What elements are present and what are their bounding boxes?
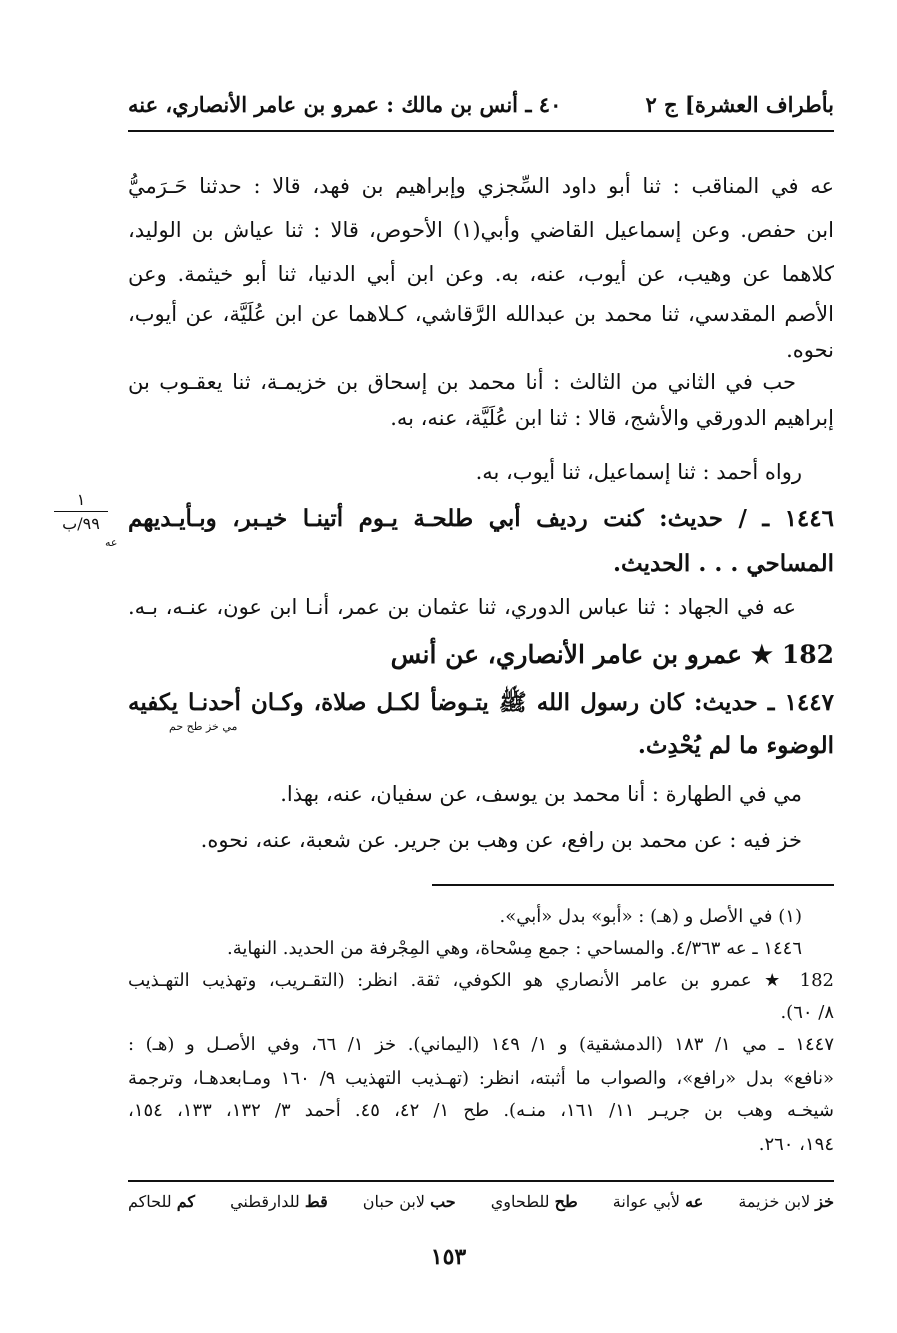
manuscript-folio-ref [48, 490, 114, 533]
abbreviation-legend [128, 1192, 834, 1211]
legend-name: للحاكم [128, 1192, 172, 1211]
footnote-line-1: (١) في الأصل و (هـ) : «أبو» بدل «أبي». [499, 906, 802, 927]
legend-abbr: قط [304, 1192, 328, 1211]
legend-item [491, 1192, 578, 1211]
text-line-4: الأصم المقدسي، ثنا محمد بن عبدالله الرَّقاشي، كـلاهما عن ابن عُلَيَّة، عن أيوب، [128, 302, 834, 326]
legend-abbr: طح [554, 1192, 578, 1211]
text-line-13: ١٤٤٧ ـ حديث: كان رسول الله ﷺ يتـوضأ لكـل صلاة، وكـان أحدنـا يكفيه [128, 689, 834, 716]
text-line-1: عه في المناقب : ثنا أبو داود السِّجزي وإبراهيم بن فهد، قالا : حدثنا حَـرَميُّ [128, 174, 834, 198]
text-line-10: المساحي . . . الحديث. [613, 550, 834, 577]
text-line-16: خز فيه : عن محمد بن رافع، عن وهب بن جرير. عن شعبة، عنه، نحوه. [200, 828, 802, 852]
footnote-line-3: 182 ★ عمرو بن عامر الأنصاري هو الكوفي، ثقة. انظر: (التقـريب، وتهذيب التهـذيب [128, 970, 834, 991]
legend-abbr: خز [815, 1192, 834, 1211]
text-line-2: ابن حفص. وعن إسماعيل القاضي وأبي(١) الأحوص، قالا : ثنا عياش بن الوليد، [128, 218, 834, 242]
legend-item [738, 1192, 834, 1211]
legend-item [128, 1192, 195, 1211]
footnote-line-7: شيخـه وهب بن جريـر ١١/ ١٦١، منـه). طح ١/ ٤٢، ٤٥. أحمد ٣/ ١٣٢، ١٣٣، ١٥٤، [128, 1100, 835, 1121]
footnote-line-8: ١٩٤، ٢٦٠. [758, 1134, 834, 1155]
source-siglum-1: عه [105, 536, 118, 549]
legend-name: للطحاوي [490, 1192, 550, 1211]
folio-divider [54, 511, 108, 512]
header-volume: بأطراف العشرة] ج ٢ [645, 91, 834, 117]
legend-item [613, 1192, 704, 1211]
footnote-line-5: ١٤٤٧ ـ مي ١/ ١٨٣ (الدمشقية) و ١/ ١٤٩ (اليماني). خز ١/ ٦٦، وفي الأصـل و (هـ) : [128, 1034, 834, 1055]
text-line-14: الوضوء ما لم يُحْدِث. [637, 732, 834, 759]
text-line-15: مي في الطهارة : أنا محمد بن يوسف، عن سفيان، عنه، بهذا. [280, 782, 802, 806]
source-siglum-2: مي خز طح حم [169, 720, 238, 733]
legend-name: لابن خزيمة [738, 1192, 811, 1211]
folio-page: ٩٩/ب [62, 514, 100, 533]
legend-abbr: حب [430, 1192, 456, 1211]
text-line-11: عه في الجهاد : ثنا عباس الدوري، ثنا عثمان بن عمر، أنـا ابن عون، عنـه، بـه. [128, 595, 796, 619]
legend-abbr: كم [176, 1192, 196, 1211]
text-line-3: كلاهما عن وهيب، عن أيوب، عنه، به. وعن ابن أبي الدنيا، ثنا أبو خيثمة. وعن [128, 262, 834, 286]
text-line-8: رواه أحمد : ثنا إسماعيل، ثنا أيوب، به. [475, 460, 802, 484]
text-line-7: إبراهيم الدورقي والأشج، قالا : ثنا ابن عُلَيَّة، عنه، به. [390, 406, 834, 430]
text-line-12: 182 ★ عمرو بن عامر الأنصاري، عن أنس [390, 640, 834, 669]
legend-item [363, 1192, 456, 1211]
header-chapter: ٤٠ ـ أنس بن مالك : عمرو بن عامر الأنصاري، عنه [128, 91, 562, 117]
legend-name: للدارقطني [230, 1192, 300, 1211]
folio-number: ١ [76, 490, 86, 509]
text-line-5: نحوه. [786, 338, 834, 362]
page-number: ١٥٣ [430, 1244, 467, 1270]
footnote-rule [432, 884, 834, 886]
text-line-9: ١٤٤٦ ـ / حديث: كنت رديف أبي طلحـة يـوم أتينـا خيـبر، وبـأيـديهم [128, 505, 834, 532]
legend-name: لأبي عوانة [612, 1192, 681, 1211]
legend-abbr: عه [685, 1192, 704, 1211]
footnote-line-4: ٨/ ٦٠). [780, 1002, 834, 1023]
running-header [128, 84, 834, 124]
header-rule [128, 130, 834, 132]
text-line-6: حب في الثاني من الثالث : أنا محمد بن إسحاق بن خزيمـة، ثنا يعقـوب بن [128, 370, 796, 394]
legend-name: لابن حبان [362, 1192, 425, 1211]
footnote-line-6: «نافع» بدل «رافع»، والصواب ما أثبته، انظر: (تهـذيب التهذيب ٩/ ١٦٠ ومـابعدهـا، وترجمة [128, 1068, 834, 1089]
legend-item [230, 1192, 328, 1211]
footnote-line-2: ١٤٤٦ ـ عه ٤/٣٦٣. والمساحي : جمع مِسْحاة، وهي المِجْرفة من الحديد. النهاية. [227, 938, 802, 959]
legend-rule [128, 1180, 834, 1182]
